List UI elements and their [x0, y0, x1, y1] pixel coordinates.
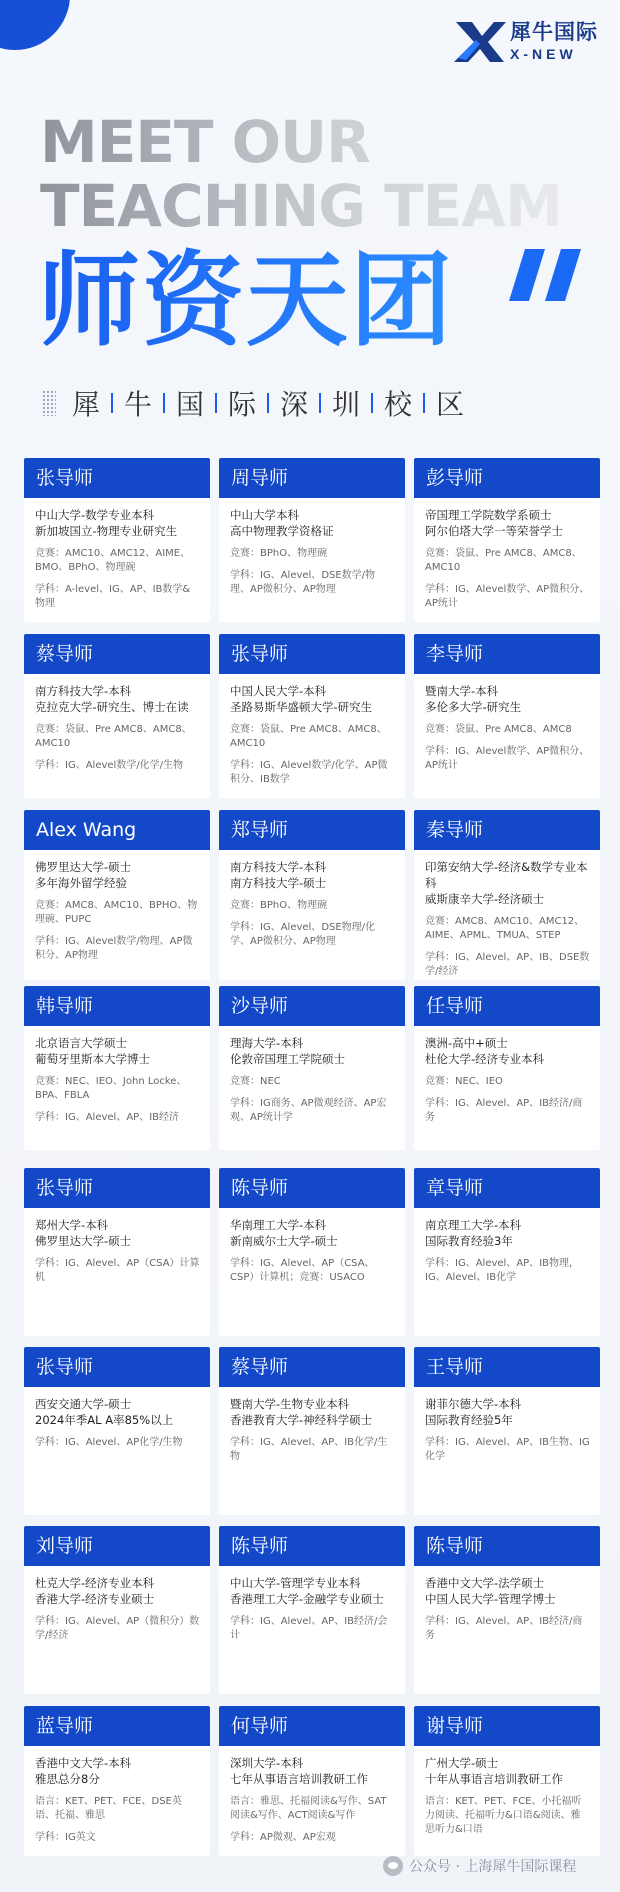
teacher-info: 语言：KET、PET、FCE、DSE英语、托福、雅思	[35, 1796, 182, 1821]
teacher-education: 深圳大学-本科	[230, 1756, 304, 1770]
subtitle-separator	[215, 393, 217, 413]
dots-decoration	[42, 390, 56, 416]
campus-subtitle	[42, 385, 464, 421]
teacher-name: 蔡导师	[219, 1347, 405, 1387]
teacher-education: 新南威尔士大学-硕士	[230, 1234, 338, 1248]
teacher-info: 学科：IG、Alevel、AP（CSA）计算机	[35, 1258, 200, 1283]
teacher-info: 竞赛：AMC10、AMC12、AIME、BMO、BPhO、物理碗	[35, 548, 191, 573]
teacher-details	[24, 1208, 210, 1293]
teacher-education: 暨南大学-生物专业本科	[230, 1397, 350, 1411]
teacher-education: 七年从事语言培训教研工作	[230, 1772, 368, 1786]
teacher-info: 学科：IG、Alevel、AP、IB、DSE数学/经济	[425, 952, 590, 977]
teacher-education: 香港教育大学-神经科学硕士	[230, 1413, 373, 1427]
teacher-education: 克拉克大学-研究生、博士在读	[35, 700, 189, 714]
teacher-info: 学科：IG、Alevel、AP、IB经济	[35, 1112, 179, 1123]
teacher-education: 香港理工大学-金融学专业硕士	[230, 1592, 384, 1606]
subtitle-separator	[163, 393, 165, 413]
teacher-info: 竞赛：AMC8、AMC10、BPHO、物理碗、PUPC	[35, 900, 198, 925]
teacher-education: 2024年季AL A率85%以上	[35, 1413, 174, 1427]
subtitle-separator	[267, 393, 269, 413]
teacher-details	[219, 1566, 405, 1651]
subtitle-char: 区	[436, 388, 465, 421]
teacher-info: 竞赛：袋鼠、Pre AMC8、AMC8、AMC10	[425, 548, 582, 573]
teacher-details	[24, 498, 210, 619]
watermark-text: 公众号 · 上海犀牛国际课程	[409, 1859, 577, 1875]
meet-heading	[40, 110, 562, 238]
teacher-education: 国际教育经验5年	[425, 1413, 513, 1427]
teacher-name: 李导师	[414, 634, 600, 674]
teacher-name: 沙导师	[219, 986, 405, 1026]
teacher-info: 学科：IG、Alevel数学、AP微积分、AP统计	[425, 746, 590, 771]
teacher-name: 周导师	[219, 458, 405, 498]
teacher-card	[24, 810, 210, 980]
teacher-education: 香港大学-经济专业硕士	[35, 1592, 155, 1606]
teacher-name: 章导师	[414, 1168, 600, 1208]
teacher-details	[414, 1026, 600, 1133]
teacher-info: 学科：IG、Alevel数学/物理、AP微积分、AP物理	[35, 936, 193, 961]
teacher-info: 学科：IG、Alevel、DSE物理/化学、AP微积分、AP物理	[230, 922, 376, 947]
teacher-name: 秦导师	[414, 810, 600, 850]
teacher-card	[219, 1347, 405, 1515]
teacher-info: 学科：A-level、IG、AP、IB数学&物理	[35, 584, 191, 609]
subtitle-separator	[111, 393, 113, 413]
teacher-education: 葡萄牙里斯本大学博士	[35, 1052, 150, 1066]
teacher-info: 学科：IG、Alevel、AP、IB经济/商务	[425, 1616, 583, 1641]
teacher-details	[219, 498, 405, 605]
teacher-name: 蓝导师	[24, 1706, 210, 1746]
teacher-name: Alex Wang	[24, 810, 210, 850]
subtitle-separator	[371, 393, 373, 413]
subtitle-char: 深	[280, 388, 309, 421]
quote-icon	[505, 245, 585, 305]
teacher-education: 谢菲尔德大学-本科	[425, 1397, 522, 1411]
teacher-info: 学科：IG、Alevel、AP（微积分）数学/经济	[35, 1616, 200, 1641]
teacher-education: 中国人民大学-本科	[230, 684, 327, 698]
teacher-info: 学科：IG、Alevel、AP、IB生物、IG化学	[425, 1437, 590, 1462]
teacher-education: 广州大学-硕士	[425, 1756, 499, 1770]
teacher-info: 语言：雅思、托福阅读&写作、SAT阅读&写作、ACT阅读&写作	[230, 1796, 387, 1821]
teacher-info: 竞赛：AMC8、AMC10、AMC12、AIME、APML、TMUA、STEP	[425, 916, 585, 941]
teacher-card	[414, 1526, 600, 1694]
teacher-card	[24, 1706, 210, 1856]
teacher-name: 彭导师	[414, 458, 600, 498]
teacher-name: 刘导师	[24, 1526, 210, 1566]
teacher-card	[24, 458, 210, 622]
corner-decoration	[0, 0, 70, 50]
teacher-education: 香港中文大学-本科	[35, 1756, 132, 1770]
watermark	[383, 1854, 576, 1878]
teacher-info: 学科：IG、Alevel数学、AP微积分、AP统计	[425, 584, 590, 609]
teacher-education: 圣路易斯华盛顿大学-研究生	[230, 700, 373, 714]
page-title: 师资天团	[38, 242, 454, 361]
teacher-education: 中山大学-数学专业本科	[35, 508, 155, 522]
teacher-card	[414, 1347, 600, 1515]
teacher-details	[24, 1566, 210, 1651]
teacher-info: 学科：IG英文	[35, 1832, 96, 1843]
teacher-details	[414, 1566, 600, 1651]
teacher-details	[24, 1746, 210, 1853]
teacher-info: 竞赛：NEC、IEO	[425, 1076, 503, 1087]
teacher-card	[414, 810, 600, 980]
subtitle-char: 牛	[124, 388, 153, 421]
teacher-education: 北京语言大学硕士	[35, 1036, 127, 1050]
teacher-info: 竞赛：NEC	[230, 1076, 281, 1087]
subtitle-separator	[319, 393, 321, 413]
teacher-education: 伦敦帝国理工学院硕士	[230, 1052, 345, 1066]
wechat-icon	[383, 1856, 403, 1876]
teacher-card	[219, 634, 405, 798]
teacher-name: 何导师	[219, 1706, 405, 1746]
logo-english: X-NEW	[510, 45, 577, 62]
subtitle-char: 际	[228, 388, 257, 421]
teacher-education: 中国人民大学-管理学博士	[425, 1592, 556, 1606]
teacher-name: 任导师	[414, 986, 600, 1026]
teacher-details	[24, 1387, 210, 1458]
teacher-info: 竞赛：BPhO、物理碗	[230, 548, 328, 559]
teacher-card	[414, 458, 600, 622]
teacher-education: 南方科技大学-本科	[230, 860, 327, 874]
teacher-details	[219, 1387, 405, 1472]
teacher-name: 王导师	[414, 1347, 600, 1387]
teacher-card	[219, 1168, 405, 1336]
teacher-education: 南方科技大学-本科	[35, 684, 132, 698]
teacher-name: 张导师	[219, 634, 405, 674]
teacher-education: 南方科技大学-硕士	[230, 876, 327, 890]
teacher-info: 学科：IG、Alevel、AP、IB物理，IG、Alevel、IB化学	[425, 1258, 579, 1283]
teacher-education: 杜克大学-经济专业本科	[35, 1576, 155, 1590]
teacher-card	[414, 634, 600, 798]
teacher-details	[219, 1746, 405, 1853]
teacher-card	[414, 1168, 600, 1336]
teacher-info: 竞赛：袋鼠、Pre AMC8、AMC8、AMC10	[230, 724, 387, 749]
subtitle-char: 国	[176, 388, 205, 421]
teacher-details	[24, 674, 210, 781]
teacher-education: 威斯康辛大学-经济硕士	[425, 892, 545, 906]
teacher-education: 阿尔伯塔大学一等荣誉学士	[425, 524, 563, 538]
teacher-education: 高中物理教学资格证	[230, 524, 334, 538]
teacher-education: 南京理工大学-本科	[425, 1218, 522, 1232]
teacher-info: 学科：IG、Alevel数学/化学/生物	[35, 760, 184, 771]
teacher-card	[219, 1526, 405, 1694]
teacher-details	[414, 850, 600, 980]
teacher-name: 蔡导师	[24, 634, 210, 674]
teacher-name: 郑导师	[219, 810, 405, 850]
teacher-info: 学科：IG、Alevel、AP、IB化学/生物	[230, 1437, 388, 1462]
teacher-details	[414, 674, 600, 781]
teacher-education: 香港中文大学-法学硕士	[425, 1576, 545, 1590]
teacher-education: 印第安纳大学-经济&数学专业本科	[425, 860, 588, 890]
teacher-name: 谢导师	[414, 1706, 600, 1746]
teacher-card	[24, 986, 210, 1150]
teacher-education: 佛罗里达大学-硕士	[35, 860, 132, 874]
teacher-details	[414, 1387, 600, 1472]
teacher-details	[24, 850, 210, 971]
teacher-name: 陈导师	[219, 1168, 405, 1208]
teacher-education: 理海大学-本科	[230, 1036, 304, 1050]
teacher-education: 杜伦大学-经济专业本科	[425, 1052, 545, 1066]
meet-line-2: TEACHING TEAM	[40, 172, 562, 240]
teacher-education: 雅思总分8分	[35, 1772, 100, 1786]
teacher-card	[24, 634, 210, 798]
teacher-education: 多年海外留学经验	[35, 876, 127, 890]
brand-logo	[454, 18, 598, 64]
teacher-name: 陈导师	[414, 1526, 600, 1566]
teacher-card	[219, 458, 405, 622]
teacher-education: 国际教育经验3年	[425, 1234, 513, 1248]
teacher-info: 学科：IG、Alevel、AP（CSA、CSP）计算机；竞赛：USACO	[230, 1258, 375, 1283]
teacher-card	[414, 1706, 600, 1856]
teacher-details	[414, 1746, 600, 1845]
teacher-details	[219, 850, 405, 957]
teacher-card	[219, 986, 405, 1150]
subtitle-char: 校	[384, 388, 413, 421]
teacher-name: 韩导师	[24, 986, 210, 1026]
teacher-details	[219, 674, 405, 795]
subtitle-char: 圳	[332, 388, 361, 421]
teacher-info: 竞赛：袋鼠、Pre AMC8、AMC8、AMC10	[35, 724, 192, 749]
teacher-education: 中山大学本科	[230, 508, 299, 522]
teacher-education: 华南理工大学-本科	[230, 1218, 327, 1232]
teacher-education: 佛罗里达大学-硕士	[35, 1234, 132, 1248]
x-logo-icon	[454, 18, 506, 64]
teacher-details	[24, 1026, 210, 1133]
teacher-name: 张导师	[24, 458, 210, 498]
meet-line-1: MEET OUR	[40, 108, 370, 176]
subtitle-separator	[423, 393, 425, 413]
teacher-info: 竞赛：NEC、IEO、John Locke、BPA、FBLA	[35, 1076, 187, 1101]
teacher-card	[24, 1526, 210, 1694]
subtitle-char: 犀	[72, 388, 101, 421]
teacher-education: 澳洲-高中+硕士	[425, 1036, 508, 1050]
teacher-details	[414, 1208, 600, 1293]
teacher-details	[219, 1208, 405, 1293]
teacher-info: 语言：KET、PET、FCE、小托福听力阅读、托福听力&口语&阅读、雅思听力&口语	[425, 1796, 582, 1835]
teacher-info: 学科：IG、Alevel数学/化学、AP微积分、IB数学	[230, 760, 388, 785]
teacher-card	[24, 1168, 210, 1336]
teacher-education: 帝国理工学院数学系硕士	[425, 508, 552, 522]
teacher-name: 张导师	[24, 1168, 210, 1208]
teacher-education: 多伦多大学-研究生	[425, 700, 522, 714]
teacher-education: 新加坡国立-物理专业研究生	[35, 524, 178, 538]
teacher-name: 张导师	[24, 1347, 210, 1387]
teacher-info: 学科：IG、Alevel、AP、IB经济/商务	[425, 1098, 583, 1123]
teacher-card	[414, 986, 600, 1150]
teacher-info: 竞赛：袋鼠、Pre AMC8、AMC8	[425, 724, 572, 735]
teacher-info: 学科：IG、Alevel、AP、IB经济/会计	[230, 1616, 388, 1641]
teacher-info: 学科：IG、Alevel、AP化学/生物	[35, 1437, 183, 1448]
teacher-education: 郑州大学-本科	[35, 1218, 109, 1232]
teacher-education: 西安交通大学-硕士	[35, 1397, 132, 1411]
teacher-info: 学科：IG、Alevel、DSE数学/物理、AP微积分、AP物理	[230, 570, 376, 595]
teacher-info: 竞赛：BPhO、物理碗	[230, 900, 328, 911]
teacher-card	[24, 1347, 210, 1515]
teacher-info: 学科：AP微观、AP宏观	[230, 1832, 336, 1843]
logo-chinese: 犀牛国际	[510, 19, 598, 44]
teacher-details	[414, 498, 600, 619]
teacher-details	[219, 1026, 405, 1133]
teacher-education: 中山大学-管理学专业本科	[230, 1576, 361, 1590]
teacher-info: 学科：IG商务、AP微观经济、AP宏观、AP统计学	[230, 1098, 387, 1123]
teacher-card	[219, 1706, 405, 1856]
teacher-education: 十年从事语言培训教研工作	[425, 1772, 563, 1786]
teacher-card	[219, 810, 405, 980]
teacher-education: 暨南大学-本科	[425, 684, 499, 698]
teacher-name: 陈导师	[219, 1526, 405, 1566]
